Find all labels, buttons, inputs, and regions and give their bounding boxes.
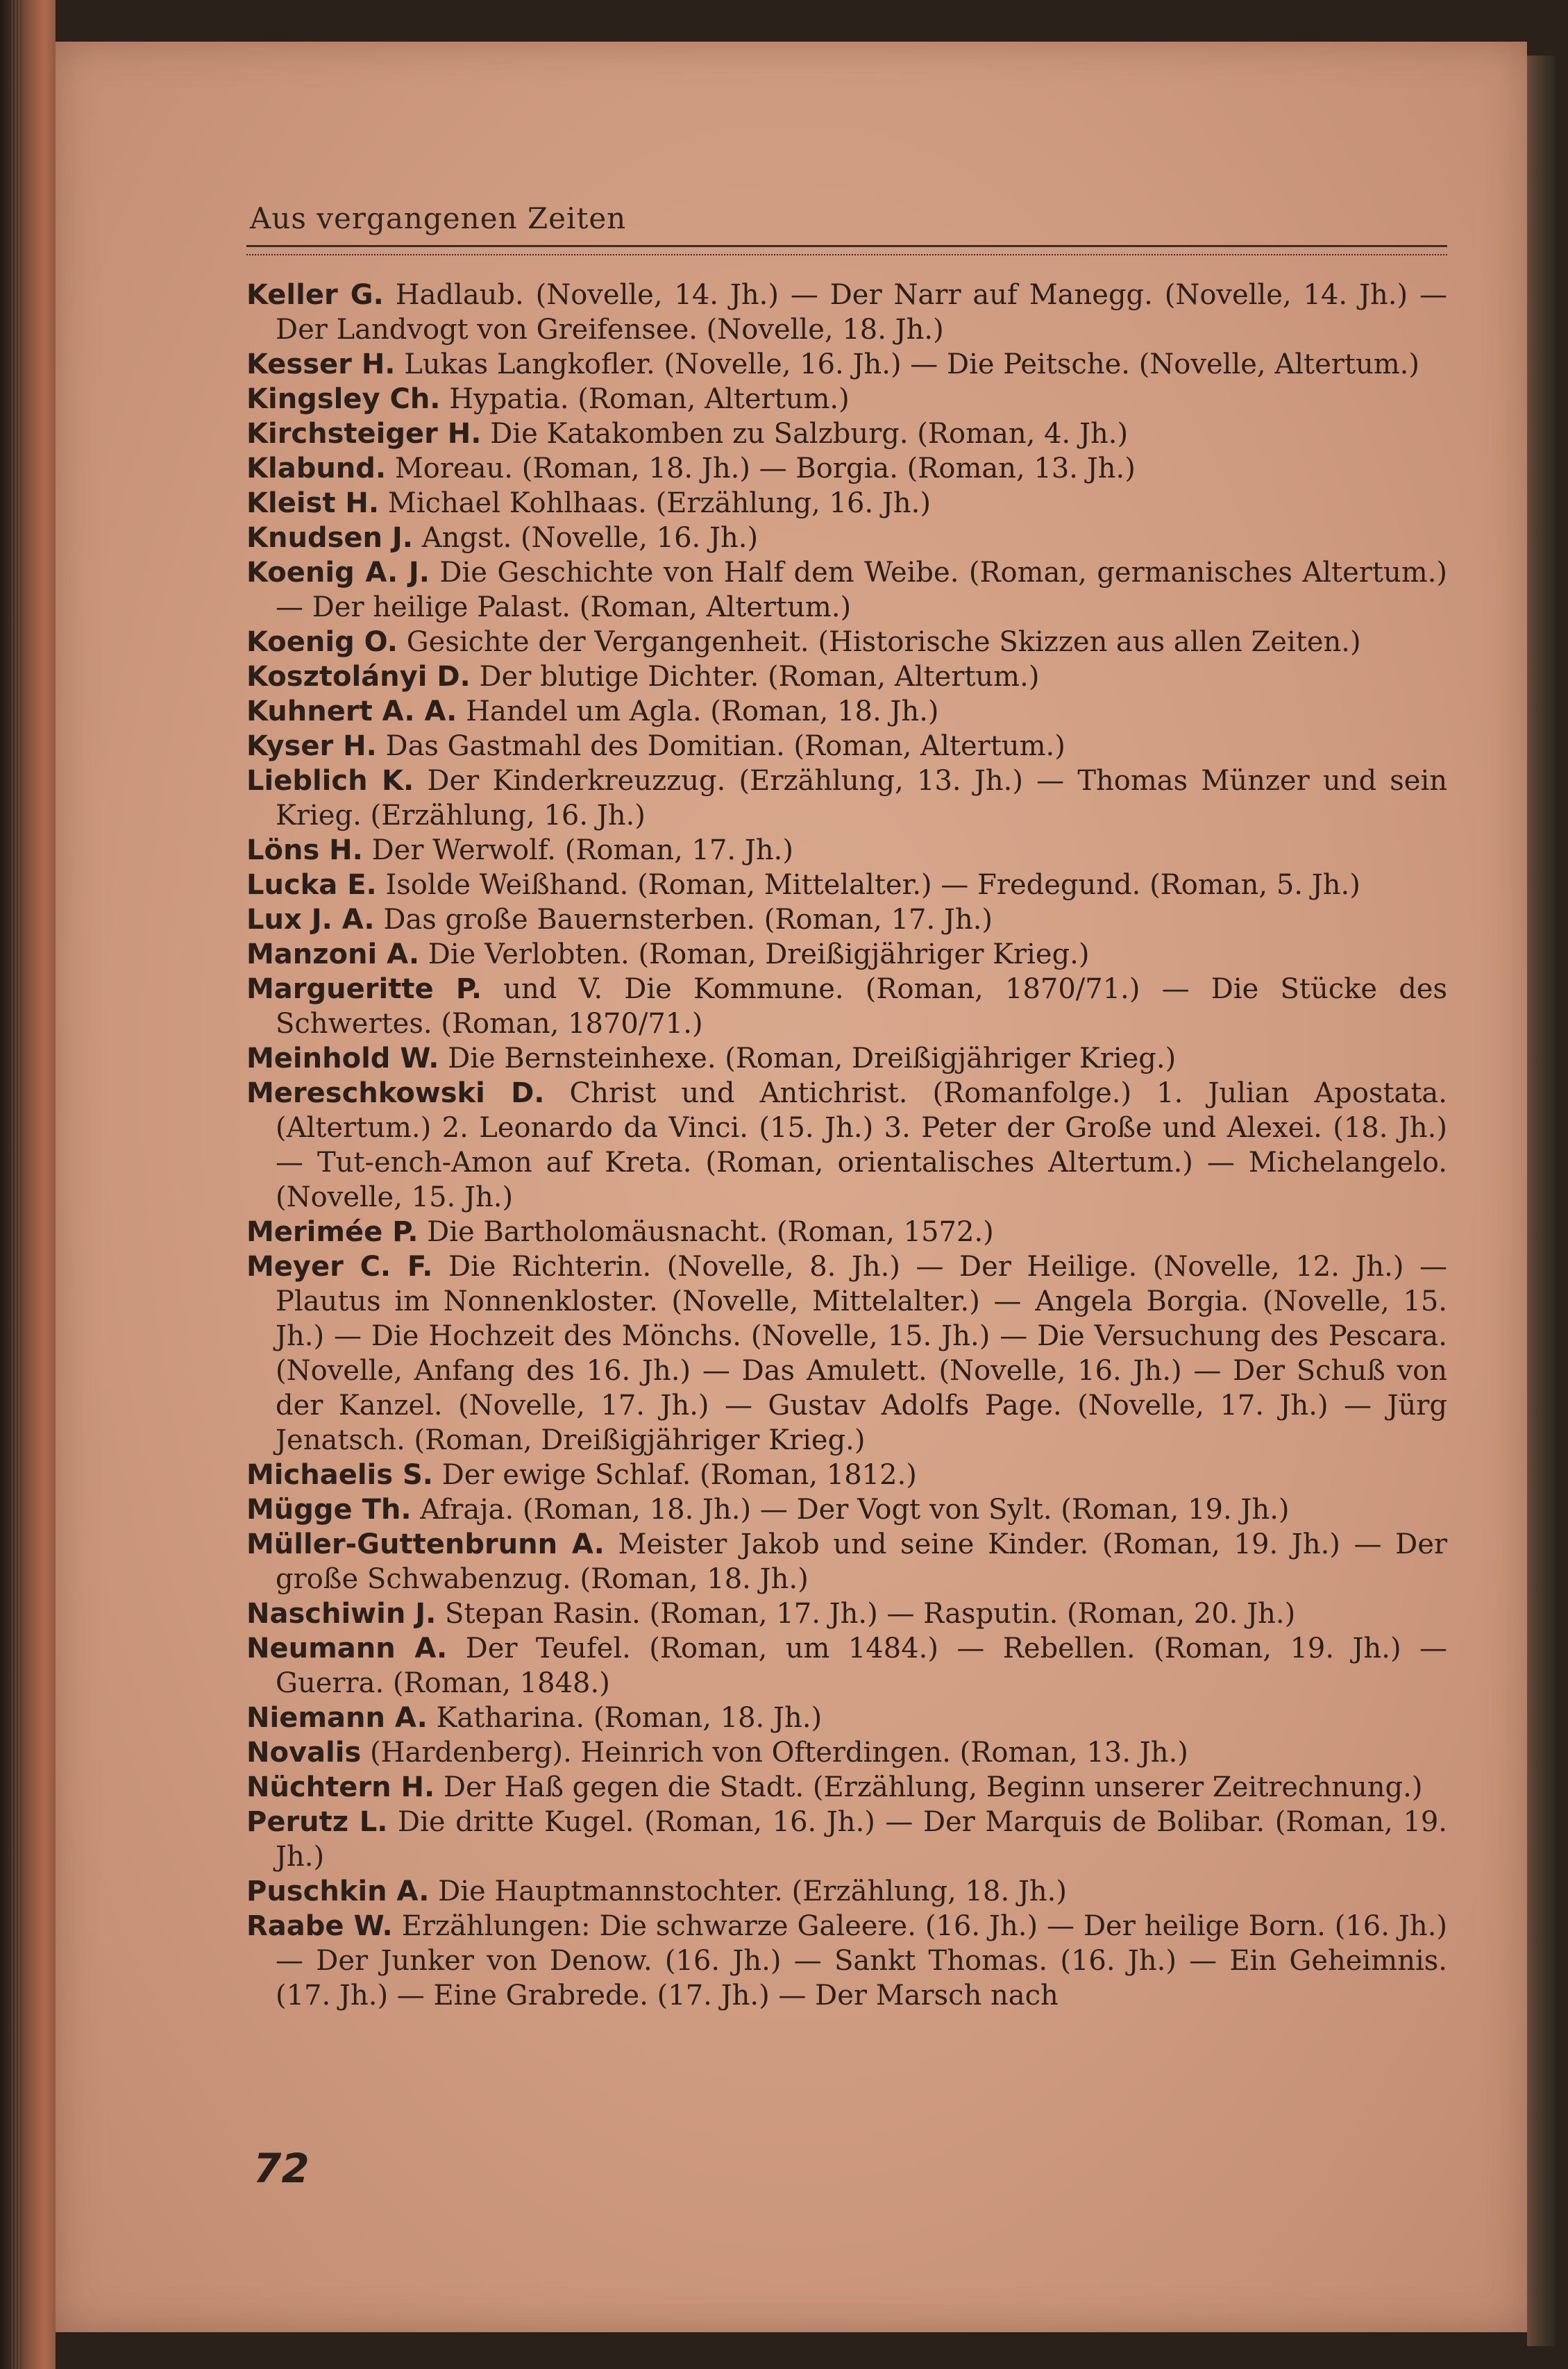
entry-works: Die Verlobten. (Roman, Dreißigjähriger Krieg.) [428,938,1090,970]
entry-works: Handel um Agla. (Roman, 18. Jh.) [466,695,939,727]
entry-author: Lucka E. [246,869,377,901]
entry-author: Kyser H. [246,730,377,762]
bibliography-entry [246,521,1447,555]
entry-author: Manzoni A. [246,938,420,970]
entry-works: Meister Jakob und seine Kinder. (Roman, 19. Jh.) — Der große Schwabenzug. (Roman, 18. Jh.) [276,1528,1447,1595]
entry-works: Die Geschichte von Half dem Weibe. (Roman, germanisches Altertum.) — Der heilige Palast. (Roman, Altertum.) [276,557,1448,623]
bibliography-entry [246,764,1447,833]
entry-works: Moreau. (Roman, 18. Jh.) — Borgia. (Roman, 13. Jh.) [394,453,1136,484]
bibliography-entry [246,1041,1447,1076]
bibliography-entry [246,1701,1447,1735]
bibliography-entry [246,1215,1447,1249]
entry-works: Stepan Rasin. (Roman, 17. Jh.) — Rasputin. (Roman, 20. Jh.) [445,1598,1296,1630]
entry-works: Lukas Langkofler. (Novelle, 16. Jh.) — Die Peitsche. (Novelle, Altertum.) [404,348,1419,380]
entry-author: Kirchsteiger H. [246,418,482,450]
entry-works: Hypatia. (Roman, Altertum.) [449,383,850,415]
entry-works: Erzählungen: Die schwarze Galeere. (16. Jh.) — Der heilige Born. (16. Jh.) — Der Junker von Denow. (16. Jh.) — Sankt Thomas. (16. Jh.) — Ein Geheimnis. (17. Jh.) — Eine Grabrede. (17. Jh.) — Der Marsch nach [276,1910,1448,2012]
entry-author: Raabe W. [246,1910,393,1942]
entry-author: Lieblich K. [246,765,414,797]
bibliography-entry [246,1492,1447,1527]
entry-works: Isolde Weißhand. (Roman, Mittelalter.) — Fredegund. (Roman, 5. Jh.) [385,869,1360,901]
bibliography-entry [246,1596,1447,1631]
entry-works: Die Bernsteinhexe. (Roman, Dreißigjähriger Krieg.) [448,1043,1177,1074]
page-content [191,201,1447,2013]
entry-works: Der Teufel. (Roman, um 1484.) — Rebellen. (Roman, 19. Jh.) — Guerra. (Roman, 1848.) [276,1633,1447,1699]
entry-works: Die Bartholomäusnacht. (Roman, 1572.) [427,1216,994,1248]
bibliography-entry [246,555,1447,625]
bibliography-entry [246,1909,1447,2013]
entry-works: Michael Kohlhaas. (Erzählung, 16. Jh.) [387,487,931,519]
entry-works: Das große Bauernsterben. (Roman, 17. Jh.) [383,904,993,936]
entry-author: Löns H. [246,834,363,866]
entry-works: Der Kinderkreuzzug. (Erzählung, 13. Jh.) — Thomas Münzer und sein Krieg. (Erzählung, 16. Jh.) [276,765,1448,832]
header-rule [246,245,1447,255]
bibliography-entry [246,1249,1447,1458]
entry-works: Hadlaub. (Novelle, 14. Jh.) — Der Narr auf Manegg. (Novelle, 14. Jh.) — Der Landvogt von Greifensee. (Novelle, 18. Jh.) [276,279,1447,346]
entry-author: Meyer C. F. [246,1251,433,1283]
bibliography-entry [246,868,1447,902]
entry-author: Kleist H. [246,487,380,519]
entry-works: und V. Die Kommune. (Roman, 1870/71.) — Die Stücke des Schwertes. (Roman, 1870/71.) [276,973,1447,1040]
bibliography-entry [246,1805,1447,1874]
entry-works: Die Hauptmannstochter. (Erzählung, 18. Jh.) [438,1875,1068,1907]
bibliography-entry [246,1631,1447,1701]
entry-author: Mereschkowski D. [246,1077,545,1109]
bibliography-entry [246,347,1447,382]
bibliography-entry [246,729,1447,764]
entry-author: Knudsen J. [246,522,413,554]
bibliography-entry [246,694,1447,729]
bibliography-entry [246,625,1447,659]
entry-works: Der Haß gegen die Stadt. (Erzählung, Beginn unserer Zeitrechnung.) [443,1771,1423,1803]
entry-works: Katharina. (Roman, 18. Jh.) [436,1702,823,1734]
entry-works: Das Gastmahl des Domitian. (Roman, Altertum.) [385,730,1065,762]
entry-works: Der blutige Dichter. (Roman, Altertum.) [479,661,1040,693]
page-right-edge [1527,56,1555,2346]
entry-author: Perutz L. [246,1806,388,1838]
entry-works: (Hardenberg). Heinrich von Ofterdingen. (Roman, 13. Jh.) [369,1737,1188,1769]
entry-author: Merimée P. [246,1216,419,1248]
entry-works: Afraja. (Roman, 18. Jh.) — Der Vogt von Sylt. (Roman, 19. Jh.) [420,1494,1290,1526]
bibliography-entry [246,1458,1447,1492]
entry-works: Die Katakomben zu Salzburg. (Roman, 4. Jh.) [490,418,1129,450]
bibliography-entry [246,659,1447,694]
entry-author: Niemann A. [246,1702,428,1734]
bibliography-entry [246,1527,1447,1596]
entry-author: Klabund. [246,453,387,484]
entry-author: Naschiwin J. [246,1598,437,1630]
entry-author: Margueritte P. [246,973,482,1005]
entry-author: Müller-Guttenbrunn A. [246,1528,605,1560]
bibliography-entry [246,382,1447,416]
book-spine-edge [0,0,56,2369]
entry-author: Kuhnert A. A. [246,695,457,727]
entry-author: Koenig A. J. [246,557,430,589]
bibliography-entry [246,1076,1447,1215]
bibliography-entry [246,1874,1447,1909]
entry-author: Mügge Th. [246,1494,412,1526]
page-number: 72 [253,2145,310,2192]
bibliography-entry [246,278,1447,347]
bibliography-entry [246,451,1447,486]
entry-works: Gesichte der Vergangenheit. (Historische Skizzen aus allen Zeiten.) [406,626,1361,658]
entry-author: Puschkin A. [246,1875,430,1907]
entry-works: Der Werwolf. (Roman, 17. Jh.) [371,834,793,866]
entry-author: Novalis [246,1737,362,1769]
bibliography-entry [246,902,1447,937]
entry-author: Kosztolányi D. [246,661,471,693]
bibliography-entry [246,937,1447,972]
entry-author: Keller G. [246,279,384,311]
bibliography-entry [246,972,1447,1041]
entry-author: Nüchtern H. [246,1771,435,1803]
entry-author: Koenig O. [246,626,398,658]
bibliography-entry [246,1735,1447,1770]
entry-author: Michaelis S. [246,1459,433,1491]
entry-author: Kingsley Ch. [246,383,441,415]
bibliography-entry [246,416,1447,451]
entry-works: Die Richterin. (Novelle, 8. Jh.) — Der Heilige. (Novelle, 12. Jh.) — Plautus im Nonnenkloster. (Novelle, Mittelalter.) — Angela Borgia. (Novelle, 15. Jh.) — Die Hochzeit des Mönchs. (Novelle, 15. Jh.) — Die Versuchung des Pescara. (Novelle, Anfang des 16. Jh.) — Das Amulett. (Novelle, 16. Jh.) — Der Schuß von der Kanzel. (Novelle, 17. Jh.) — Gustav Adolfs Page. (Novelle, 17. Jh.) — Jürg Jenatsch. (Roman, Dreißigjähriger Krieg.) [276,1251,1448,1456]
entry-author: Neumann A. [246,1633,448,1664]
entry-author: Meinhold W. [246,1043,439,1074]
running-header: Aus vergangenen Zeiten [250,201,627,235]
entry-works: Christ und Antichrist. (Romanfolge.) 1. Julian Apostata. (Altertum.) 2. Leonardo da Vinci. (15. Jh.) 3. Peter der Große und Alexei. (18. Jh.) — Tut-ench-Amon auf Kreta. (Roman, orientalisches Altertum.) — Michelangelo. (Novelle, 15. Jh.) [276,1077,1447,1213]
entry-works: Der ewige Schlaf. (Roman, 1812.) [441,1459,917,1491]
entry-author: Lux J. A. [246,904,375,936]
entry-author: Kesser H. [246,348,396,380]
bibliography-list [246,278,1447,2013]
bibliography-entry [246,486,1447,521]
entry-works: Angst. (Novelle, 16. Jh.) [421,522,759,554]
bibliography-entry [246,1770,1447,1805]
entry-works: Die dritte Kugel. (Roman, 16. Jh.) — Der Marquis de Bolibar. (Roman, 19. Jh.) [276,1806,1447,1873]
bibliography-entry [246,833,1447,868]
